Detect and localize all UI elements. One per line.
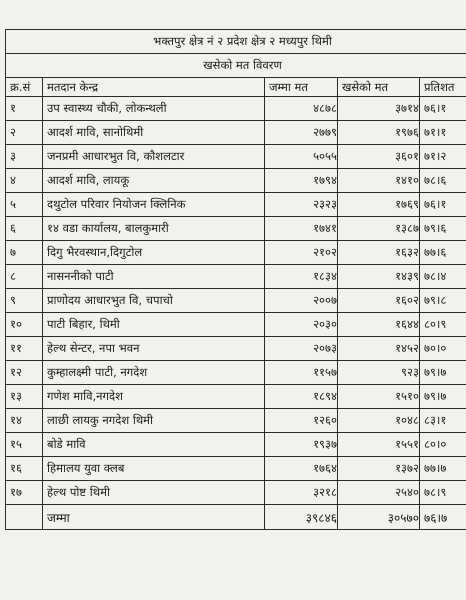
table-row [6, 121, 466, 145]
table-row [6, 313, 466, 337]
table-row [6, 337, 466, 361]
percentage-cell: ७०।० [420, 337, 466, 361]
serial-cell: १० [6, 313, 43, 337]
cast-votes-cell: १४५२ [338, 337, 420, 361]
percentage-cell: ७७।७ [420, 457, 466, 481]
total-votes-cell: ५०५५ [265, 145, 338, 169]
total-votes-cell: १८३४ [265, 265, 338, 289]
serial-cell: ३ [6, 145, 43, 169]
polling-center-cell: बोडे मावि [43, 433, 265, 457]
polling-center-cell: जनप्रमी आधारभुत वि, कौशलटार [43, 145, 265, 169]
grand-percentage-cell: ७६।७ [420, 505, 466, 530]
total-label-cell: जम्मा [43, 505, 265, 530]
serial-cell: १७ [6, 481, 43, 505]
serial-cell: १२ [6, 361, 43, 385]
polling-center-cell: उप स्वास्थ्य चौकी, लोकन्थली [43, 97, 265, 121]
cast-votes-cell: १०४८ [338, 409, 420, 433]
polling-center-cell: हिमालय युवा क्लब [43, 457, 265, 481]
percentage-cell: ७८।६ [420, 169, 466, 193]
percentage-cell: ७९।८ [420, 289, 466, 313]
table-row [6, 241, 466, 265]
polling-center-cell: दथुटोल परिवार नियोजन क्लिनिक [43, 193, 265, 217]
table-row [6, 481, 466, 505]
header-percentage: प्रतिशत [420, 78, 466, 97]
total-serial-cell [6, 505, 43, 530]
serial-cell: १६ [6, 457, 43, 481]
table-row [6, 217, 466, 241]
cast-votes-cell: ३७१४ [338, 97, 420, 121]
total-votes-cell: २०३० [265, 313, 338, 337]
table-row [6, 265, 466, 289]
polling-center-cell: प्राणोदय आधारभुत वि, चपाचो [43, 289, 265, 313]
header-polling-center: मतदान केन्द्र [43, 78, 265, 97]
percentage-cell: ८०।० [420, 433, 466, 457]
cast-votes-cell: १९७६ [338, 121, 420, 145]
polling-center-cell: हेल्थ पोष्ट थिमी [43, 481, 265, 505]
cast-votes-cell: १६४४ [338, 313, 420, 337]
polling-center-cell: पाटी बिहार, थिमी [43, 313, 265, 337]
table-row [6, 457, 466, 481]
percentage-cell: ७८।९ [420, 481, 466, 505]
serial-cell: २ [6, 121, 43, 145]
cast-votes-cell: १६३२ [338, 241, 420, 265]
serial-cell: ११ [6, 337, 43, 361]
serial-cell: ४ [6, 169, 43, 193]
serial-cell: १ [6, 97, 43, 121]
serial-cell: १४ [6, 409, 43, 433]
grand-cast-votes-cell: ३०५७० [338, 505, 420, 530]
cast-votes-cell: १६०२ [338, 289, 420, 313]
total-votes-cell: १८९४ [265, 385, 338, 409]
grand-total-votes-cell: ३९८४६ [265, 505, 338, 530]
percentage-cell: ७६।१ [420, 97, 466, 121]
table-row [6, 433, 466, 457]
polling-center-cell: आदर्श मावि, लायकू [43, 169, 265, 193]
serial-cell: ७ [6, 241, 43, 265]
total-votes-cell: १७६४ [265, 457, 338, 481]
total-row [6, 505, 466, 530]
total-votes-cell: १७४१ [265, 217, 338, 241]
cast-votes-cell: १३८७ [338, 217, 420, 241]
total-votes-cell: १९३७ [265, 433, 338, 457]
percentage-cell: ८३।१ [420, 409, 466, 433]
total-votes-cell: १२६० [265, 409, 338, 433]
total-votes-cell: २००७ [265, 289, 338, 313]
table-row [6, 289, 466, 313]
polling-center-cell: आदर्श मावि, सानोथिमी [43, 121, 265, 145]
table-title: भक्तपुर क्षेत्र नं २ प्रदेश क्षेत्र २ मध्यपुर थिमी [6, 30, 466, 54]
percentage-cell: ७८।४ [420, 265, 466, 289]
percentage-cell: ७६।१ [420, 193, 466, 217]
serial-cell: १३ [6, 385, 43, 409]
cast-votes-cell: १४३९ [338, 265, 420, 289]
header-row [6, 78, 466, 97]
polling-center-cell: लाछी लायकु नगदेश थिमी [43, 409, 265, 433]
table-row [6, 361, 466, 385]
table-row [6, 193, 466, 217]
total-votes-cell: २७७९ [265, 121, 338, 145]
percentage-cell: ७१।१ [420, 121, 466, 145]
table-row [6, 385, 466, 409]
total-votes-cell: १७९४ [265, 169, 338, 193]
header-cast-votes: खसेको मत [338, 78, 420, 97]
serial-cell: १५ [6, 433, 43, 457]
vote-table [5, 29, 466, 530]
polling-center-cell: दिगु भैरवस्थान,दिगुटोल [43, 241, 265, 265]
cast-votes-cell: १५१० [338, 385, 420, 409]
polling-center-cell: १४ वडा कार्यालय, बालकुमारी [43, 217, 265, 241]
total-votes-cell: ४८७८ [265, 97, 338, 121]
cast-votes-cell: १७६९ [338, 193, 420, 217]
polling-center-cell: हेल्थ सेन्टर, नपा भवन [43, 337, 265, 361]
table-row [6, 145, 466, 169]
serial-cell: ५ [6, 193, 43, 217]
table-row [6, 169, 466, 193]
cast-votes-cell: ९२३ [338, 361, 420, 385]
polling-center-cell: गणेश मावि,नगदेश [43, 385, 265, 409]
cast-votes-cell: १३७२ [338, 457, 420, 481]
total-votes-cell: २३२३ [265, 193, 338, 217]
cast-votes-cell: २५४० [338, 481, 420, 505]
table-row [6, 97, 466, 121]
table-row [6, 409, 466, 433]
percentage-cell: ७९।६ [420, 217, 466, 241]
cast-votes-cell: १४१० [338, 169, 420, 193]
total-votes-cell: ११५७ [265, 361, 338, 385]
serial-cell: ९ [6, 289, 43, 313]
total-votes-cell: २१०२ [265, 241, 338, 265]
polling-center-cell: नासननीको पाटी [43, 265, 265, 289]
percentage-cell: ७९।७ [420, 385, 466, 409]
header-serial: क्र.सं [6, 78, 43, 97]
total-votes-cell: ३२१८ [265, 481, 338, 505]
serial-cell: ८ [6, 265, 43, 289]
cast-votes-cell: १५५१ [338, 433, 420, 457]
percentage-cell: ८०।९ [420, 313, 466, 337]
cast-votes-cell: ३६०१ [338, 145, 420, 169]
header-total-votes: जम्मा मत [265, 78, 338, 97]
polling-center-cell: कुम्हालक्ष्मी पाटी, नगदेश [43, 361, 265, 385]
percentage-cell: ७७।६ [420, 241, 466, 265]
serial-cell: ६ [6, 217, 43, 241]
table-subtitle: खसेको मत विवरण [6, 54, 466, 78]
percentage-cell: ७१।२ [420, 145, 466, 169]
total-votes-cell: २०७३ [265, 337, 338, 361]
percentage-cell: ७९।७ [420, 361, 466, 385]
